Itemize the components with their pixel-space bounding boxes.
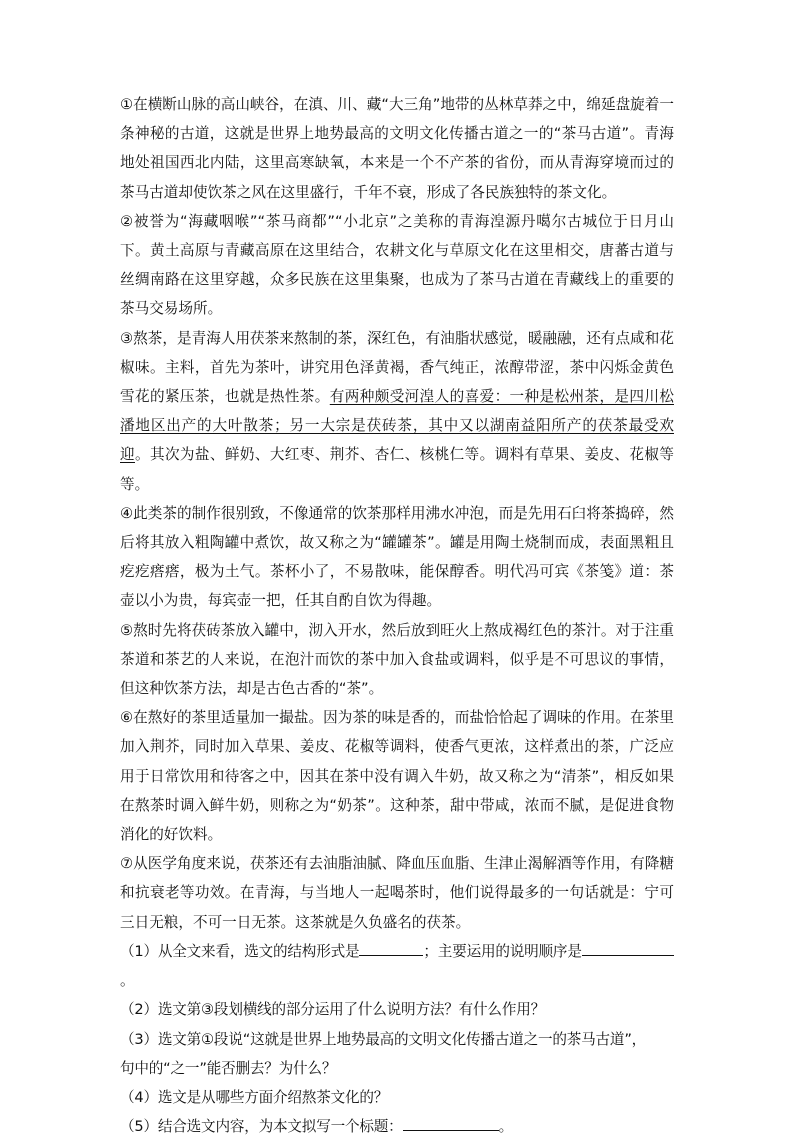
answer-blank-structure	[359, 941, 423, 956]
answer-blank-order	[582, 941, 674, 956]
question-2: （2）选文第③段划横线的部分运用了什么说明方法？有什么作用？	[120, 1001, 545, 1019]
paragraph-4: ④此类茶的制作很别致，不像通常的饮茶那样用沸水冲泡，而是先用石臼将茶捣碎，然后将其放入粗陶罐中煮饮，故又称之为“罐罐茶”。罐是用陶土烧制而成，表面黑粗且疙疙瘩瘩，极为土气。茶杯小了，不易散味，能保醇香。明代冯可宾《茶笺》道：茶壶以小为贵，每宾壶一把，任其自酌自饮为得趣。	[120, 504, 674, 610]
question-3-line-1: （3）选文第①段说“这就是世界上地势最高的文明文化传播古道之一的茶马古道”，	[120, 1030, 647, 1048]
document-page	[120, 90, 674, 1141]
paragraph-3-underlined-text: 有两种颇受河湟人的喜爱：一种是松州茶，是四川松潘地区出产的大叶散茶；另一大宗是茯砖茶，其中又以湖南益阳所产的茯茶最受欢迎	[120, 388, 674, 464]
paragraph-3-intro: ③熬茶，是青海人用茯茶来熬制的茶，深红色，有油脂状感觉，暖融融，还有点咸和花椒味。主料，首先为茶叶，讲究用色泽黄褐，香气纯正，浓醇带涩，茶中闪烁金黄色雪花的紧压茶，也就是热性茶。	[120, 329, 674, 406]
paragraph-3-ending: 。其次为盐、鲜奶、大红枣、荆芥、杏仁、核桃仁等。调料有草果、姜皮、花椒等等。	[120, 446, 674, 493]
question-5-text: （5）结合选文内容，为本文拟写一个标题：	[120, 1118, 403, 1136]
question-5-end: 。	[498, 1118, 513, 1136]
paragraph-3	[120, 324, 674, 499]
question-4: （4）选文是从哪些方面介绍熬茶文化的？	[120, 1088, 389, 1106]
paragraph-1: ①在横断山脉的高山峡谷，在滇、川、藏“大三角”地带的丛林草莽之中，绵延盘旋着一条神秘的古道，这就是世界上地势最高的文明文化传播古道之一的“茶马古道”。青海地处祖国西北内陆，这里高寒缺氧，本来是一个不产茶的省份，而从青海穿境而过的茶马古道却使饮茶之风在这里盛行，千年不衰，形成了各民族独特的茶文化。	[120, 96, 674, 201]
paragraph-7: ⑦从医学角度来说，茯茶还有去油脂油腻、降血压血脂、生津止渴解酒等作用，有降糖和抗衰老等功效。在青海，与当地人一起喝茶时，他们说得最多的一句话就是：宁可三日无粮，不可一日无茶。这茶就是久负盛名的茯茶。	[120, 855, 674, 931]
paragraph-6: ⑥在熬好的茶里适量加一撮盐。因为茶的味是香的，而盐恰恰起了调味的作用。在茶里加入荆芥，同时加入草果、姜皮、花椒等调料，使香气更浓，这样煮出的茶，广泛应用于日常饮用和待客之中，因其在茶中没有调入牛奶，故又称之为“清茶”，相反如果在熬茶时调入鲜牛奶，则称之为“奶茶”。这种茶，甜中带咸，浓而不腻，是促进食物消化的好饮料。	[120, 709, 674, 844]
question-3-line-2: 句中的“之一”能否删去？为什么？	[120, 1059, 337, 1077]
question-1-text-b: ；主要运用的说明顺序是	[423, 942, 582, 960]
question-1-end: 。	[120, 972, 135, 990]
question-5	[120, 1112, 674, 1141]
question-1	[120, 937, 674, 995]
paragraph-5: ⑤熬时先将茯砖茶放入罐中，沏入开水，然后放到旺火上熬成褐红色的茶汁。对于注重茶道和茶艺的人来说，在泡汁而饮的茶中加入食盐或调料，似乎是不可思议的事情，但这种饮茶方法，却是古色古香的“茶”。	[120, 621, 674, 698]
answer-blank-title	[403, 1116, 499, 1131]
paragraph-2: ②被誉为“海藏咽喉”“茶马商都”“小北京”之美称的青海湟源丹噶尔古城位于日月山下。黄土高原与青藏高原在这里结合，农耕文化与草原文化在这里相交，唐蕃古道与丝绸南路在这里穿越，众多民族在这里集聚，也成为了茶马古道在青藏线上的重要的茶马交易场所。	[120, 212, 674, 318]
question-1-text-a: （1）从全文来看，选文的结构形式是	[120, 942, 360, 960]
question-3	[120, 1025, 674, 1083]
